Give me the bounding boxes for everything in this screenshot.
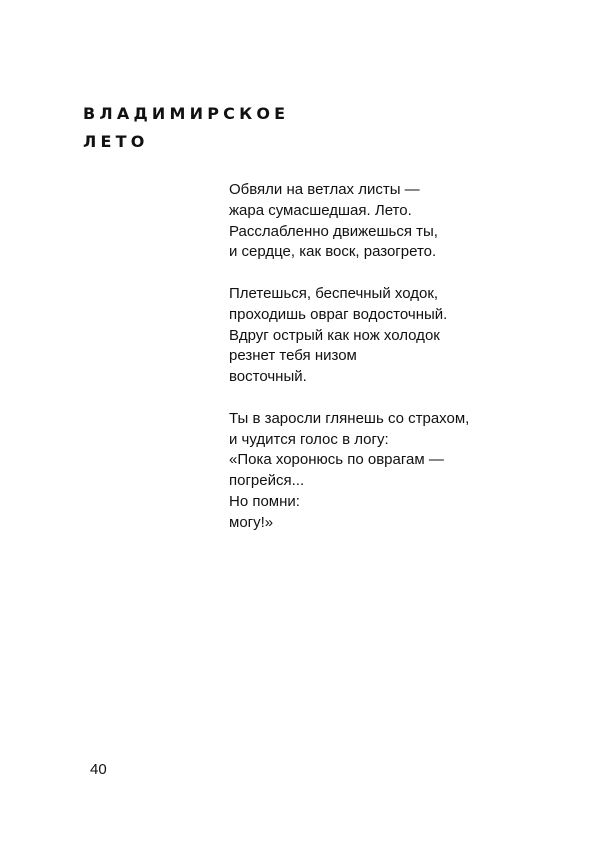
poem-title-line-2: ЛЕТО <box>83 132 149 151</box>
poem-line: жара сумасшедшая. Лето. <box>229 201 412 219</box>
poem-line: могу!» <box>229 513 274 531</box>
poem-body <box>229 180 469 534</box>
stanza-1 <box>229 180 469 263</box>
poem-line: Вдруг острый как нож холодок <box>229 326 440 344</box>
poem-line: восточный. <box>229 368 307 386</box>
poem-title <box>83 100 289 156</box>
stanza-3 <box>229 409 469 534</box>
poem-line: Но помни: <box>229 492 300 510</box>
page-number: 40 <box>90 761 107 778</box>
poem-line: и сердце, как воск, разогрето. <box>229 243 437 261</box>
poem-line: Плетешься, беспечный ходок, <box>229 284 439 302</box>
stanza-2 <box>229 284 469 388</box>
poem-line: погрейся... <box>229 472 305 490</box>
poem-line: Расслабленно движешься ты, <box>229 222 438 240</box>
poem-line: Ты в заросли глянешь со страхом, <box>229 409 470 427</box>
poem-line: «Пока хоронюсь по оврагам — <box>229 451 444 469</box>
poem-title-line-1: ВЛАДИМИРСКОЕ <box>83 104 290 123</box>
poem-line: проходишь овраг водосточный. <box>229 305 448 323</box>
poem-line: и чудится голос в логу: <box>229 430 389 448</box>
poem-line: Обвяли на ветлах листы — <box>229 181 420 198</box>
poem-line: резнет тебя низом <box>229 347 357 365</box>
